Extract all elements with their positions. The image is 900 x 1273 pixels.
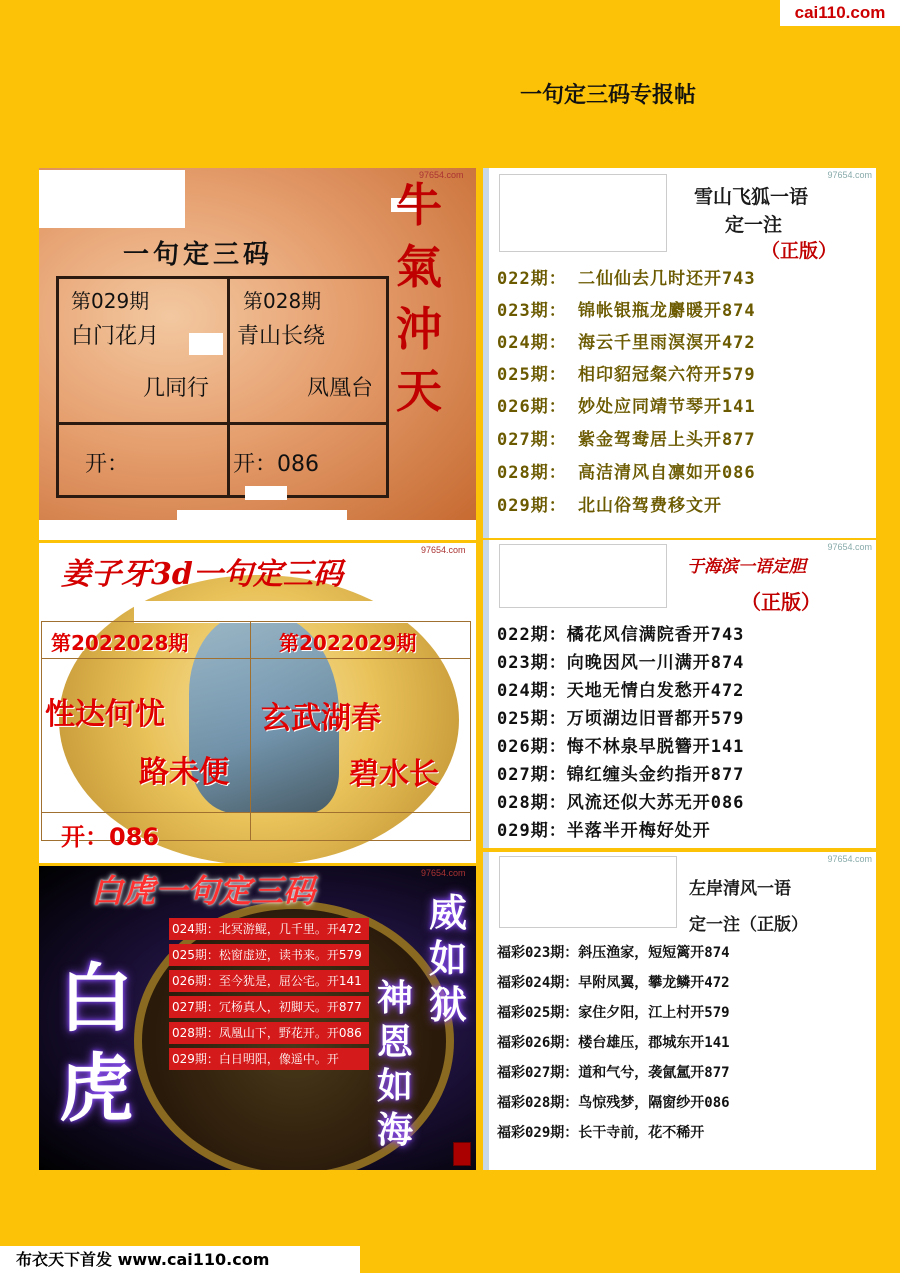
panel-left-bank <box>483 852 876 1170</box>
period-title: 第029期 <box>71 289 150 313</box>
riddle-line: 凤凰台 <box>307 376 374 401</box>
panel-title: 定一注 <box>725 214 783 236</box>
calligraphy-char: 狱 <box>429 982 468 1027</box>
calligraphy-char: 如 <box>429 936 468 981</box>
brush-char: 天 <box>396 364 442 418</box>
list-item: 025期：万顷湖边旧晋都开579 <box>497 709 745 729</box>
list-item: 029期：白日明阳，像遥中。开 <box>169 1048 369 1070</box>
list-item: 027期： 紫金驾鸯居上头开877 <box>497 430 756 450</box>
open-result: 开：086 <box>233 452 319 477</box>
panel-jiangziya <box>39 543 476 863</box>
calligraphy-char: 威 <box>429 890 468 935</box>
seal-stamp <box>453 1142 471 1166</box>
watermark: 97654.com <box>827 854 872 864</box>
watermark: 97654.com <box>827 170 872 180</box>
grid-divider <box>250 622 251 840</box>
panel-title: 左岸清风一语 <box>689 879 791 899</box>
list-item: 026期：悔不林泉早脱簪开141 <box>497 737 745 757</box>
list-item: 028期：风流还似大苏无开086 <box>497 793 745 813</box>
edition-label: （正版） <box>741 590 821 614</box>
panel-one-sentence <box>39 168 476 540</box>
panel-title: 雪山飞狐一语 <box>694 186 809 208</box>
masked-area <box>499 544 667 608</box>
riddle-line: 几同行 <box>143 376 210 401</box>
footer-source[interactable]: 布衣天下首发 www.cai110.com <box>0 1246 360 1273</box>
watermark: 97654.com <box>421 868 466 878</box>
watermark: 97654.com <box>827 542 872 552</box>
panel-yu-haibin <box>483 540 876 848</box>
list-item: 022期：橘花风信满院香开743 <box>497 625 745 645</box>
masked-area <box>39 520 476 540</box>
list-item: 023期：向晚因风一川满开874 <box>497 653 745 673</box>
list-item: 022期： 二仙仙去几时还开743 <box>497 269 756 289</box>
calligraphy-char: 恩 <box>377 1021 414 1063</box>
list-item: 福彩027期：道和气兮，袭氤氲开877 <box>497 1065 730 1081</box>
masked-area <box>245 486 287 500</box>
list-item: 024期：天地无情白发愁开472 <box>497 681 745 701</box>
calligraphy-char: 如 <box>377 1065 414 1107</box>
list-item: 024期： 海云千里雨溟溟开472 <box>497 333 756 353</box>
big-calligraphy <box>429 890 467 1028</box>
brush-char: 牛 <box>396 178 442 232</box>
list-item: 福彩025期：家住夕阳，江上村开579 <box>497 1005 730 1021</box>
masked-area <box>189 333 223 355</box>
grid-divider <box>227 279 230 495</box>
masked-area <box>39 170 185 228</box>
panel-title: 于海滨一语定胆 <box>687 557 806 577</box>
riddle-line: 白门花月 <box>71 324 160 349</box>
masked-area <box>134 601 409 623</box>
list-item: 028期：凤凰山下，野花开。开086 <box>169 1022 369 1044</box>
list-item: 福彩029期：长干寺前，花不稀开 <box>497 1125 705 1141</box>
list-item: 福彩028期：鸟惊残梦，隔窗纱开086 <box>497 1095 730 1111</box>
calligraphy-char: 虎 <box>59 1046 133 1132</box>
list-item: 026期： 妙处应同靖节琴开141 <box>497 397 756 417</box>
grid-divider <box>42 812 470 813</box>
panel-snow-fox <box>483 168 876 538</box>
site-tag[interactable]: cai110.com <box>780 0 900 26</box>
riddle-line: 路未便 <box>139 755 229 790</box>
panel-white-tiger <box>39 866 476 1170</box>
edition-label: （正版） <box>761 240 838 262</box>
list-item: 026期：至今犹是，屈公宅。开141 <box>169 970 369 992</box>
riddle-line: 青山长绕 <box>237 324 326 349</box>
period-title: 第2022028期 <box>51 631 189 655</box>
list-item: 福彩024期：早附凤翼，攀龙鳞开472 <box>497 975 730 991</box>
watermark: 97654.com <box>421 545 466 555</box>
panel-heading: 一句定三码 <box>123 240 274 270</box>
riddle-line: 性达何忧 <box>45 697 165 732</box>
period-list <box>169 918 369 1074</box>
list-item: 福彩023期：斜压渔家，短短篱开874 <box>497 945 730 961</box>
list-item: 福彩026期：楼台雄压，郡城东开141 <box>497 1035 730 1051</box>
page-title: 一句定三码专报帖 <box>520 83 697 108</box>
open-result: 开： <box>85 452 130 477</box>
watermark: 97654.com <box>419 170 464 180</box>
list-item: 025期：松窗虚迹，读书来。开579 <box>169 944 369 966</box>
list-item: 029期：半落半开梅好处开 <box>497 821 711 841</box>
panel-heading: 姜子牙3d一句定三码 <box>61 557 343 592</box>
grid-divider <box>42 658 470 659</box>
period-title: 第2022029期 <box>279 631 417 655</box>
brush-char: 沖 <box>396 302 442 356</box>
riddle-line: 碧水长 <box>349 757 439 792</box>
riddle-line: 玄武湖春 <box>261 701 381 736</box>
calligraphy-char: 白 <box>59 956 133 1042</box>
list-item: 025期： 相印貂冠粲六符开579 <box>497 365 756 385</box>
masked-area <box>499 856 677 928</box>
calligraphy-char: 神 <box>377 977 414 1019</box>
list-item: 027期：冗杨真人，初脚天。开877 <box>169 996 369 1018</box>
list-item: 027期：锦红缠头金约指开877 <box>497 765 745 785</box>
masked-area <box>499 174 667 252</box>
period-title: 第028期 <box>243 289 322 313</box>
big-calligraphy <box>377 976 413 1152</box>
list-item: 023期： 锦帐银瓶龙麝暖开874 <box>497 301 756 321</box>
panel-title: 定一注（正版） <box>689 915 808 935</box>
period-grid <box>56 276 389 498</box>
list-item: 028期： 高洁清风自凛如开086 <box>497 463 756 483</box>
list-item: 029期： 北山俗驾费移文开 <box>497 496 722 516</box>
list-item: 024期：北冥游鲲，几千里。开472 <box>169 918 369 940</box>
open-result: 开：086 <box>61 823 160 851</box>
panel-heading: 白虎一句定三码 <box>91 872 316 910</box>
big-calligraphy <box>59 954 133 1134</box>
calligraphy-char: 海 <box>377 1109 414 1151</box>
brush-char: 氣 <box>396 240 442 294</box>
grid-divider <box>59 422 386 425</box>
